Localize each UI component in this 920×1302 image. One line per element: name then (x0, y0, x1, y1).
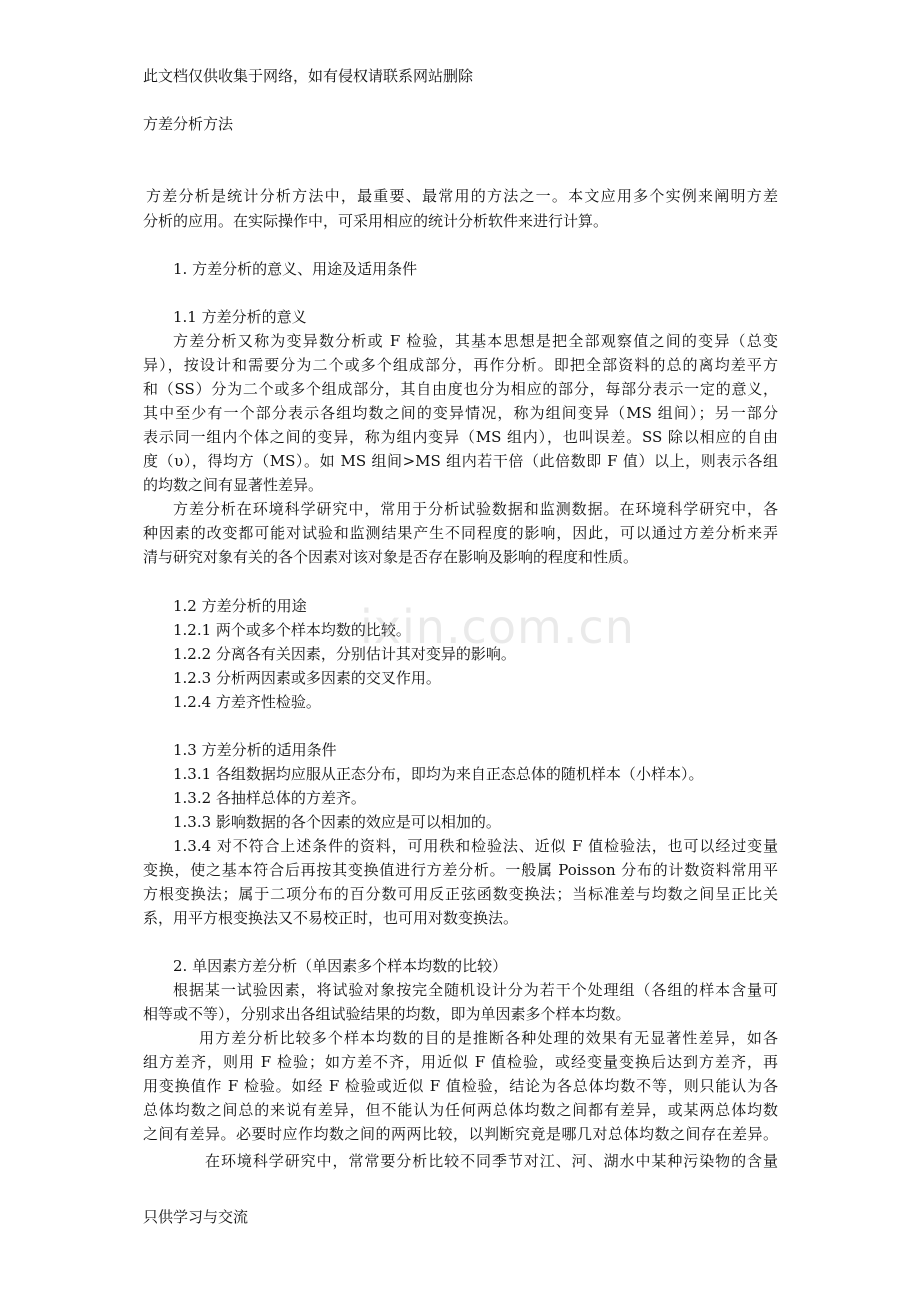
s1-3-4-line: 方根变换法；属于二项分布的百分数可用反正弦函数变换法；当标准差与均数之间呈正比关 (143, 885, 778, 903)
watermark: ixin.com.cn (360, 600, 635, 654)
s1-1-p1-line: 度（υ），得均方（MS）。如 MS 组间>MS 组内若干倍（此倍数即 F 值）以上，则表示各组 (143, 452, 778, 470)
s1-1-p1-line: 方差分析又称为变异数分析或 F 检验，其基本思想是把全部观察值之间的变异（总变 (173, 332, 778, 350)
page-header: 此文档仅供收集于网络，如有侵权请联系网站删除 (143, 67, 474, 85)
intro-line-1: 方差分析是统计分析方法中，最重要、最常用的方法之一。本文应用多个实例来阐明方差 (146, 187, 778, 205)
section-2-heading: 2. 单因素方差分析（单因素多个样本均数的比较） (173, 957, 508, 975)
s1-3-4-line: 1.3.4 对不符合上述条件的资料，可用秩和检验法、近似 F 值检验法，也可以经过变量 (173, 837, 778, 855)
s1-3-4-line: 系，用平方根变换法又不易校正时，也可用对数变换法。 (143, 909, 519, 927)
section-1-3-heading: 1.3 方差分析的适用条件 (173, 741, 337, 759)
s2-p1-line: 根据某一试验因素，将试验对象按完全随机设计分为若干个处理组（各组的样本含量可 (173, 981, 778, 999)
list-item: 1.3.1 各组数据均应服从正态分布，即均为来自正态总体的随机样本（小样本）。 (173, 765, 704, 783)
list-item: 1.2.4 方差齐性检验。 (173, 693, 321, 711)
list-item: 1.2.2 分离各有关因素，分别估计其对变异的影响。 (173, 645, 516, 663)
s1-1-p1-line: 的均数之间有显著性差异。 (143, 476, 324, 494)
s2-p2-line: 用方差分析比较多个样本均数的目的是推断各种处理的效果有无显著性差异，如各 (199, 1029, 778, 1047)
s1-1-p2-line: 方差分析在环境科学研究中，常用于分析试验数据和监测数据。在环境科学研究中，各 (173, 500, 778, 518)
s1-1-p1-line: 异），按设计和需要分为二个或多个组成部分，再作分析。即把全部资料的总的离均差平方 (143, 356, 778, 374)
s2-p2-line: 之间有差异。必要时应作均数之间的两两比较，以判断究竟是哪几对总体均数之间存在差异。 (143, 1125, 778, 1143)
section-1-2-heading: 1.2 方差分析的用途 (173, 597, 307, 615)
s1-3-4-line: 变换，使之基本符合后再按其变换值进行方差分析。一般属 Poisson 分布的计数资料常用平 (143, 861, 778, 879)
page-footer: 只供学习与交流 (143, 1208, 249, 1226)
s2-p3-line: 在环境科学研究中，常常要分析比较不同季节对江、河、湖水中某种污染物的含量 (205, 1152, 778, 1170)
s2-p1-line: 相等或不等），分别求出各组试验结果的均数，即为单因素多个样本均数。 (143, 1005, 631, 1023)
list-item: 1.2.1 两个或多个样本均数的比较。 (173, 621, 411, 639)
intro-line-2: 分析的应用。在实际操作中，可采用相应的统计分析软件来进行计算。 (143, 212, 609, 230)
list-item: 1.2.3 分析两因素或多因素的交叉作用。 (173, 669, 441, 687)
s2-p2-line: 总体均数之间总的来说有差异，但不能认为任何两总体均数之间都有差异，或某两总体均数 (143, 1101, 778, 1119)
list-item: 1.3.3 影响数据的各个因素的效应是可以相加的。 (173, 813, 501, 831)
section-1-1-heading: 1.1 方差分析的意义 (173, 308, 307, 326)
s2-p2-line: 组方差齐，则用 F 检验；如方差不齐，用近似 F 值检验，或经变量变换后达到方差齐，再 (143, 1053, 778, 1071)
s1-1-p1-line: 其中至少有一个部分表示各组均数之间的变异情况，称为组间变异（MS 组间）；另一部分 (143, 404, 778, 422)
s1-1-p1-line: 和（SS）分为二个或多个组成部分，其自由度也分为相应的部分，每部分表示一定的意义， (143, 380, 778, 398)
document-title: 方差分析方法 (143, 115, 234, 133)
list-item: 1.3.2 各抽样总体的方差齐。 (173, 789, 366, 807)
s1-1-p1-line: 表示同一组内个体之间的变异，称为组内变异（MS 组内），也叫误差。SS 除以相应的自由 (143, 428, 778, 446)
section-1-heading: 1. 方差分析的意义、用途及适用条件 (173, 260, 418, 278)
s1-1-p2-line: 种因素的改变都可能对试验和监测结果产生不同程度的影响，因此，可以通过方差分析来弄 (143, 524, 778, 542)
s1-1-p2-line: 清与研究对象有关的各个因素对该对象是否存在影响及影响的程度和性质。 (143, 548, 639, 566)
s2-p2-line: 用变换值作 F 检验。如经 F 检验或近似 F 值检验，结论为各总体均数不等，则只能认为各 (143, 1077, 778, 1095)
